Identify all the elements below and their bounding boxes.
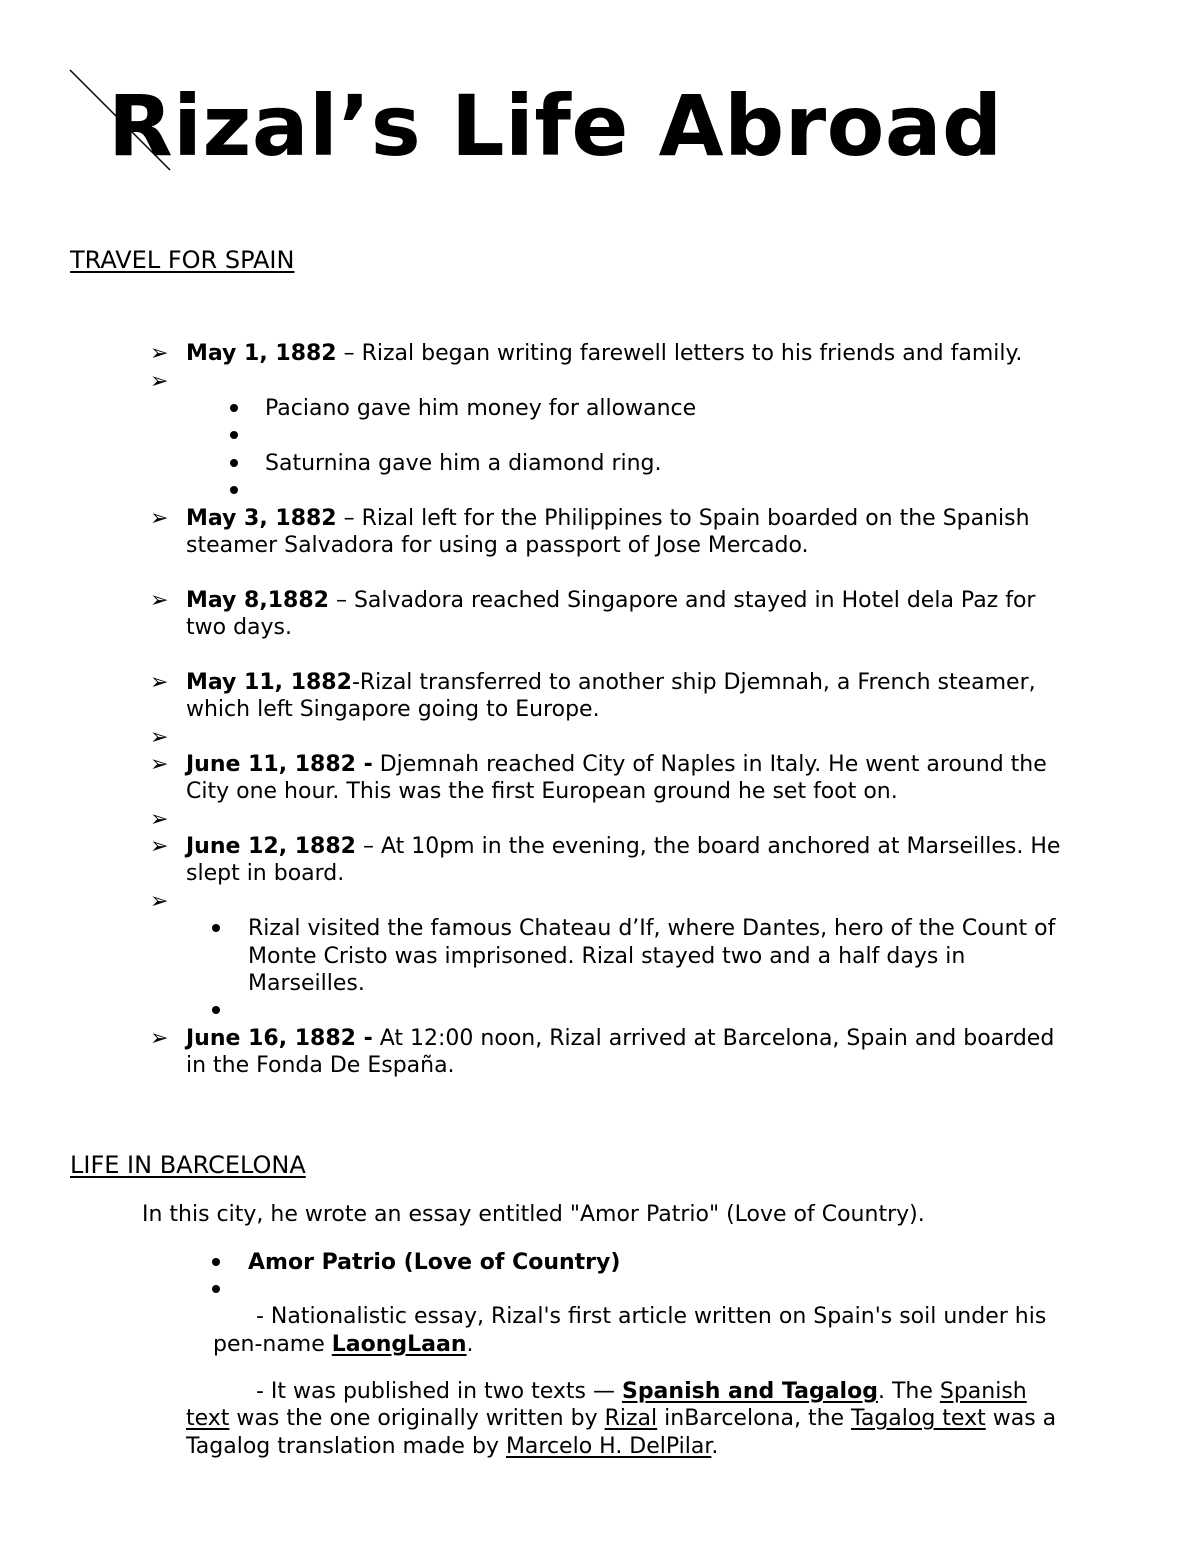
published-l3 xyxy=(186,1433,718,1460)
section-heading-travel: TRAVEL FOR SPAIN xyxy=(70,246,295,274)
bullet-dot-icon xyxy=(230,459,238,467)
entry-may11 xyxy=(186,669,1036,696)
published-l1 xyxy=(256,1378,1027,1405)
entry-text: – Salvadora reached Singapore and stayed in Hotel dela Paz for xyxy=(328,588,1036,613)
entry-june16-cont: in the Fonda De España. xyxy=(186,1053,455,1078)
arrow-bullet-icon: ➢ xyxy=(150,834,169,859)
entry-june16 xyxy=(186,1025,1054,1052)
published-l2 xyxy=(186,1405,1056,1432)
essay-desc-l1: - Nationalistic essay, Rizal's first article written on Spain's soil under his xyxy=(256,1304,1047,1329)
page-title: Rizal’s Life Abroad xyxy=(108,77,1003,175)
entry-june11 xyxy=(186,751,1047,778)
arrow-bullet-icon: ➢ xyxy=(150,807,169,832)
entry-text: – Rizal began writing farewell letters to his friends and family. xyxy=(336,341,1023,366)
section-heading-barcelona: LIFE IN BARCELONA xyxy=(70,1151,306,1179)
bullet-chateau-l1: Rizal visited the famous Chateau d’If, where Dantes, hero of the Count of xyxy=(248,916,1056,941)
entry-may8-cont: two days. xyxy=(186,615,292,640)
entry-date: May 11, 1882 xyxy=(186,670,352,695)
bullet-dot-icon xyxy=(230,486,238,494)
text-span: . The xyxy=(877,1379,940,1404)
text-span: . xyxy=(711,1434,719,1459)
text-span: Tagalog translation made by xyxy=(186,1434,506,1459)
link-spanish-text[interactable]: Spanish xyxy=(939,1379,1027,1404)
entry-text: – Rizal left for the Philippines to Spain boarded on the Spanish xyxy=(336,506,1030,531)
arrow-bullet-icon: ➢ xyxy=(150,341,169,366)
bullet-dot-icon xyxy=(230,404,238,412)
entry-date: June 16, 1882 - xyxy=(186,1026,373,1051)
arrow-bullet-icon: ➢ xyxy=(150,670,169,695)
barcelona-intro: In this city, he wrote an essay entitled "Amor Patrio" (Love of Country). xyxy=(142,1202,925,1227)
text-span: inBarcelona, the xyxy=(657,1406,852,1431)
text-span: pen-name xyxy=(213,1332,332,1357)
bullet-dot-icon xyxy=(212,1285,220,1293)
entry-june12-cont: slept in board. xyxy=(186,861,345,886)
arrow-bullet-icon: ➢ xyxy=(150,752,169,777)
entry-date: May 1, 1882 xyxy=(186,341,337,366)
bullet-dot-icon xyxy=(212,924,220,932)
bullet-dot-icon xyxy=(212,1258,220,1266)
entry-text: Djemnah reached City of Naples in Italy. He went around the xyxy=(372,752,1047,777)
arrow-bullet-icon: ➢ xyxy=(150,889,169,914)
bullet-dot-icon xyxy=(230,431,238,439)
entry-date: June 11, 1882 - xyxy=(186,752,373,777)
entry-may8 xyxy=(186,587,1035,614)
entry-may11-cont: which left Singapore going to Europe. xyxy=(186,697,600,722)
bullet-chateau-l2: Monte Cristo was imprisoned. Rizal stayed two and a half days in xyxy=(248,944,966,969)
entry-may1 xyxy=(186,340,1022,367)
entry-date: June 12, 1882 xyxy=(186,834,356,859)
entry-date: May 8,1882 xyxy=(186,588,329,613)
arrow-bullet-icon: ➢ xyxy=(150,369,169,394)
bullet-chateau-l3: Marseilles. xyxy=(248,971,365,996)
arrow-bullet-icon: ➢ xyxy=(150,588,169,613)
entry-text: – At 10pm in the evening, the board anchored at Marseilles. He xyxy=(355,834,1061,859)
amor-patrio-title: Amor Patrio (Love of Country) xyxy=(248,1250,621,1275)
entry-may3-cont: steamer Salvadora for using a passport of Jose Mercado. xyxy=(186,533,809,558)
link-rizal[interactable]: Rizal xyxy=(604,1406,658,1431)
link-tagalog-text[interactable]: Tagalog text xyxy=(851,1406,986,1431)
text-span: - It was published in two texts — xyxy=(256,1379,622,1404)
arrow-bullet-icon: ➢ xyxy=(150,725,169,750)
text-span: . xyxy=(466,1332,474,1357)
arrow-bullet-icon: ➢ xyxy=(150,506,169,531)
bullet-amor-patrio xyxy=(248,1249,620,1276)
entry-may3 xyxy=(186,505,1030,532)
bullet-saturnina: Saturnina gave him a diamond ring. xyxy=(265,451,662,476)
entry-june12 xyxy=(186,833,1060,860)
essay-desc-l2 xyxy=(213,1331,474,1358)
link-marcelo-del-pilar[interactable]: Marcelo H. DelPilar xyxy=(505,1434,712,1459)
entry-june11-cont: City one hour. This was the first European ground he set foot on. xyxy=(186,779,898,804)
text-span: was a xyxy=(985,1406,1057,1431)
text-span: was the one originally written by xyxy=(229,1406,605,1431)
link-spanish-and-tagalog[interactable]: Spanish and Tagalog xyxy=(621,1379,878,1404)
bullet-paciano: Paciano gave him money for allowance xyxy=(265,396,697,421)
entry-text: At 12:00 noon, Rizal arrived at Barcelona, Spain and boarded xyxy=(372,1026,1055,1051)
link-laonglaan[interactable]: LaongLaan xyxy=(331,1332,467,1357)
bullet-dot-icon xyxy=(212,1006,220,1014)
link-spanish-text[interactable]: text xyxy=(186,1406,230,1431)
arrow-bullet-icon: ➢ xyxy=(150,1026,169,1051)
entry-text: -Rizal transferred to another ship Djemnah, a French steamer, xyxy=(351,670,1036,695)
entry-date: May 3, 1882 xyxy=(186,506,337,531)
